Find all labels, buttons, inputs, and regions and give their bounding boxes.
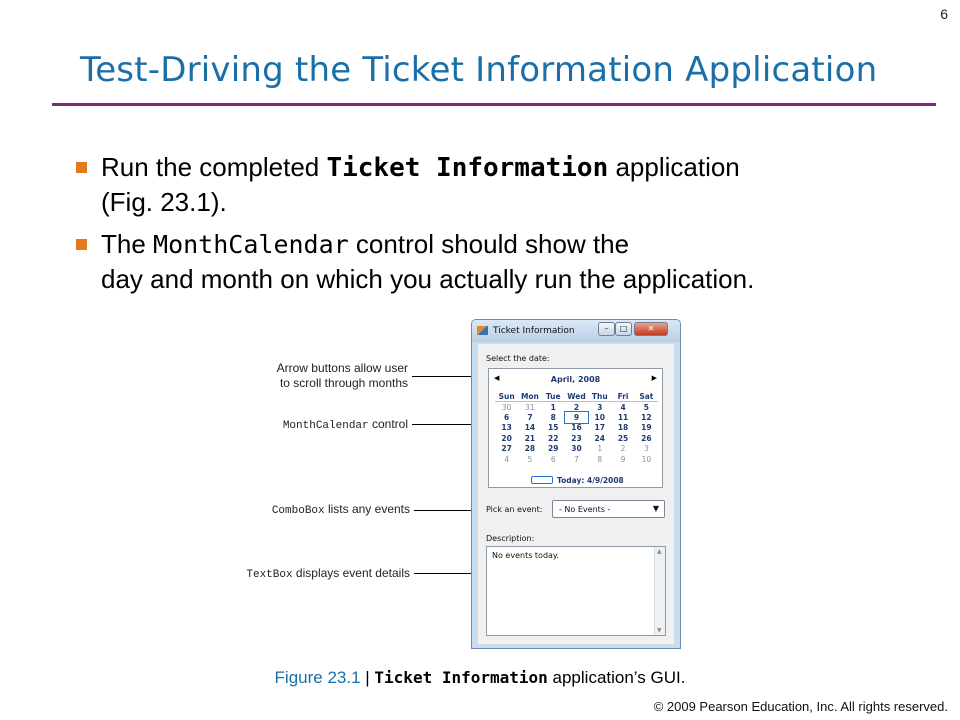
- today-box-icon: [531, 476, 553, 484]
- calendar-week-row: [495, 423, 658, 434]
- bullet-item: [76, 150, 936, 219]
- bullet-marker: [76, 162, 87, 173]
- calendar-day[interactable]: 6: [550, 454, 556, 464]
- calendar-day[interactable]: 9: [620, 454, 626, 464]
- calendar-day[interactable]: 6: [504, 412, 510, 422]
- callout-textbox-code: TextBox: [246, 569, 293, 581]
- bullet-list: [76, 150, 936, 304]
- calendar-day[interactable]: 16: [571, 423, 582, 433]
- weekday-header: Thu: [588, 391, 611, 402]
- callout-monthcal-text: control: [368, 417, 408, 431]
- calendar-week-row: [495, 433, 658, 444]
- bullet-text-line2: day and month on which you actually run the application.: [101, 264, 755, 294]
- calendar-today-row[interactable]: [531, 476, 624, 485]
- calendar-day[interactable]: 20: [501, 433, 512, 443]
- calendar-day[interactable]: 21: [524, 433, 536, 443]
- caption-separator: |: [360, 668, 375, 687]
- window-client-area: [478, 344, 674, 644]
- weekday-header-row: [495, 391, 658, 402]
- calendar-day[interactable]: 30: [571, 444, 582, 454]
- calendar-day[interactable]: 3: [597, 402, 603, 412]
- calendar-day[interactable]: 10: [641, 454, 652, 464]
- calendar-day[interactable]: 2: [620, 444, 626, 454]
- bullet-marker: [76, 239, 87, 250]
- description-text: No events today.: [492, 551, 560, 560]
- calendar-week-row: [495, 444, 658, 455]
- calendar-day[interactable]: 1: [550, 402, 556, 412]
- callout-combobox: [210, 502, 410, 519]
- callout-arrow-buttons: [210, 361, 408, 391]
- bullet-text-post: control should show the: [348, 229, 630, 259]
- pick-event-label: Pick an event:: [486, 505, 543, 514]
- calendar-day[interactable]: 23: [571, 433, 582, 443]
- calendar-day[interactable]: 15: [547, 423, 559, 433]
- calendar-day[interactable]: 5: [527, 454, 533, 464]
- callout-combo-code: ComboBox: [271, 505, 325, 517]
- bullet-text-pre: Run the completed: [101, 152, 327, 182]
- dropdown-arrow-icon[interactable]: ▼: [652, 504, 659, 513]
- title-rule: [52, 103, 936, 106]
- bullet-control-name: MonthCalendar: [153, 230, 349, 259]
- calendar-week-row: [495, 412, 658, 423]
- window-title: Ticket Information: [493, 326, 575, 336]
- calendar-day[interactable]: 12: [641, 412, 652, 422]
- close-button[interactable]: ✕: [634, 322, 668, 336]
- calendar-day[interactable]: 24: [594, 433, 605, 443]
- calendar-week-row: [495, 454, 658, 465]
- description-label: Description:: [486, 534, 535, 543]
- app-icon: [477, 326, 488, 335]
- scroll-down-icon[interactable]: ▼: [657, 627, 662, 634]
- weekday-header: Tue: [542, 391, 565, 402]
- bullet-item: [76, 227, 936, 296]
- bullet-text-pre: The: [101, 229, 154, 259]
- weekday-header: Wed: [565, 391, 588, 402]
- scroll-up-icon[interactable]: ▲: [657, 548, 662, 555]
- caption-app-name: Ticket Information: [374, 668, 548, 687]
- callout-monthcal-code: MonthCalendar: [282, 420, 369, 432]
- calendar-day[interactable]: 7: [574, 454, 579, 464]
- window-titlebar[interactable]: [472, 320, 680, 342]
- calendar-day[interactable]: 5: [643, 402, 649, 412]
- page-number: 6: [940, 6, 948, 22]
- calendar-day[interactable]: 8: [597, 454, 603, 464]
- calendar-day[interactable]: 19: [641, 423, 652, 433]
- calendar-day[interactable]: 22: [547, 433, 559, 443]
- callout-combo-text: lists any events: [324, 502, 410, 516]
- callout-arrows-line2: to scroll through months: [279, 376, 408, 390]
- calendar-day[interactable]: 14: [524, 423, 536, 433]
- calendar-day[interactable]: 8: [550, 412, 556, 422]
- combo-selected-value: - No Events -: [559, 505, 611, 514]
- textbox-scrollbar[interactable]: [654, 547, 665, 635]
- bullet-app-name: Ticket Information: [326, 153, 609, 183]
- figure-caption: [0, 668, 960, 688]
- prev-month-arrow-icon[interactable]: ◀: [494, 374, 500, 382]
- copyright-notice: © 2009 Pearson Education, Inc. All rights reserved.: [653, 699, 948, 714]
- calendar-day[interactable]: 29: [547, 444, 559, 454]
- calendar-day[interactable]: 27: [501, 444, 512, 454]
- bullet-text-post: application: [608, 152, 740, 182]
- callout-monthcalendar: [210, 417, 408, 434]
- event-combobox[interactable]: [552, 500, 665, 518]
- calendar-month-title[interactable]: April, 2008: [550, 375, 601, 384]
- calendar-day[interactable]: 2: [573, 402, 580, 412]
- next-month-arrow-icon[interactable]: ▶: [651, 374, 657, 382]
- callout-arrows-line1: Arrow buttons allow user: [276, 361, 408, 375]
- weekday-header: Sun: [495, 391, 518, 402]
- calendar-day-today[interactable]: 9: [565, 412, 588, 423]
- calendar-week-row: [495, 402, 658, 413]
- calendar-day[interactable]: 28: [524, 444, 536, 454]
- bullet-text-line2: (Fig. 23.1).: [101, 187, 227, 217]
- calendar-day[interactable]: 25: [617, 433, 629, 443]
- ticket-information-window: [471, 319, 681, 649]
- calendar-grid: [495, 391, 658, 465]
- calendar-day[interactable]: 26: [641, 433, 652, 443]
- minimize-button[interactable]: –: [598, 322, 615, 336]
- calendar-day[interactable]: 18: [617, 423, 629, 433]
- weekday-header: Mon: [518, 391, 541, 402]
- calendar-day[interactable]: 3: [643, 444, 649, 454]
- caption-label: Figure 23.1: [274, 668, 361, 687]
- month-calendar[interactable]: [488, 368, 663, 488]
- calendar-day[interactable]: 13: [501, 423, 512, 433]
- weekday-header: Fri: [611, 391, 634, 402]
- calendar-day[interactable]: 17: [594, 423, 605, 433]
- calendar-day[interactable]: 7: [527, 412, 533, 422]
- calendar-day[interactable]: 10: [594, 412, 605, 422]
- calendar-day[interactable]: 11: [617, 412, 629, 422]
- calendar-day[interactable]: 30: [501, 402, 512, 412]
- caption-rest: application’s GUI.: [547, 668, 686, 687]
- maximize-button[interactable]: □: [615, 322, 632, 336]
- slide-title: Test-Driving the Ticket Information Application: [80, 50, 878, 90]
- calendar-day[interactable]: 4: [620, 402, 626, 412]
- callout-textbox-text: displays event details: [292, 566, 410, 580]
- calendar-day[interactable]: 1: [597, 444, 603, 454]
- calendar-today-text: Today: 4/9/2008: [557, 476, 624, 485]
- calendar-day[interactable]: 31: [525, 402, 535, 412]
- calendar-day[interactable]: 4: [504, 454, 510, 464]
- weekday-header: Sat: [635, 391, 658, 402]
- description-textbox[interactable]: [486, 546, 666, 636]
- callout-textbox: [200, 566, 410, 583]
- select-date-label: Select the date:: [486, 354, 550, 363]
